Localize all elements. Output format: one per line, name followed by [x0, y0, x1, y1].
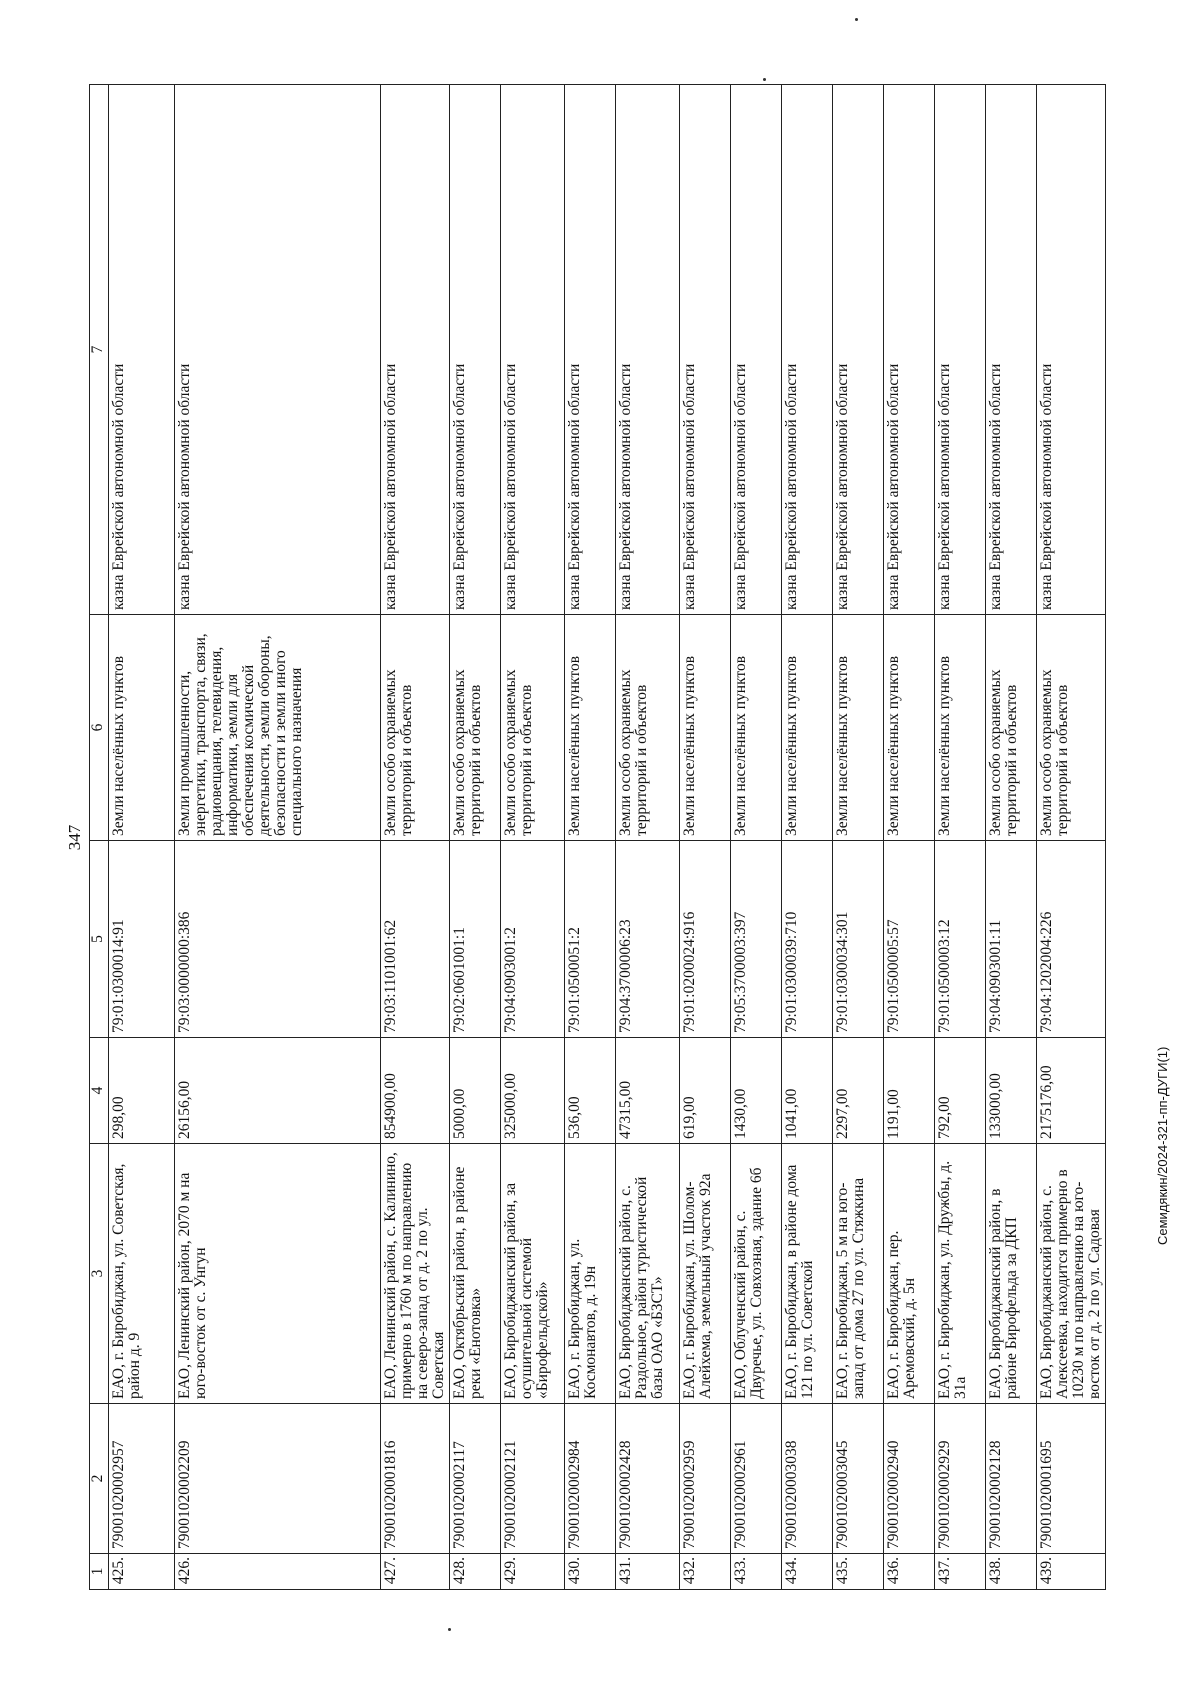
cell-cat: Земли населённых пунктов: [782, 615, 833, 841]
cell-addr: ЕАО, Облученский район, с. Двуречье, ул. Совхозная, здание 6б: [731, 1144, 782, 1404]
table-row: [935, 85, 986, 1590]
header-cell: 6: [90, 615, 109, 841]
table-row: [986, 85, 1037, 1590]
cell-n: 438.: [986, 1554, 1037, 1590]
cell-n: 427.: [381, 1554, 450, 1590]
cell-n: 435.: [833, 1554, 884, 1590]
cell-code: 79001020002961: [731, 1404, 782, 1554]
cell-area: 1191,00: [884, 1038, 935, 1144]
cell-owner: казна Еврейской автономной области: [935, 85, 986, 615]
cell-cad: 79:04:0903001:2: [501, 841, 565, 1038]
cell-cad: 79:03:0000000:386: [175, 841, 381, 1038]
header-cell: 5: [90, 841, 109, 1038]
table-row: [884, 85, 935, 1590]
cell-cad: 79:04:3700006:23: [616, 841, 680, 1038]
cell-code: 79001020002117: [450, 1404, 501, 1554]
cell-cad: 79:01:0300039:710: [782, 841, 833, 1038]
table-row: [616, 85, 680, 1590]
scan-speck: [855, 18, 858, 21]
table-row: [109, 85, 175, 1590]
cell-n: 430.: [565, 1554, 616, 1590]
header-cell: 7: [90, 85, 109, 615]
cell-code: 79001020003045: [833, 1404, 884, 1554]
cell-addr: ЕАО, Ленинский район, 2070 м на юго-восток от с. Унгун: [175, 1144, 381, 1404]
document-footer: Семидякин/2024-321-пп-ДУГИ(1): [1155, 1046, 1170, 1245]
cell-cat: Земли особо охраняемых территорий и объектов: [1037, 615, 1106, 841]
cell-owner: казна Еврейской автономной области: [833, 85, 884, 615]
cell-owner: казна Еврейской автономной области: [731, 85, 782, 615]
cell-cad: 79:01:0500003:12: [935, 841, 986, 1038]
cell-cat: Земли населённых пунктов: [884, 615, 935, 841]
cell-code: 79001020002428: [616, 1404, 680, 1554]
cell-n: 428.: [450, 1554, 501, 1590]
cell-addr: ЕАО, г. Биробиджан, 5 м на юго-запад от дома 27 по ул. Стяжкина: [833, 1144, 884, 1404]
cell-code: 79001020001695: [1037, 1404, 1106, 1554]
cell-cat: Земли особо охраняемых территорий и объектов: [450, 615, 501, 841]
cell-cad: 79:04:0903001:11: [986, 841, 1037, 1038]
table-row: [175, 85, 381, 1590]
cell-owner: казна Еврейской автономной области: [450, 85, 501, 615]
cell-area: 792,00: [935, 1038, 986, 1144]
cell-owner: казна Еврейской автономной области: [565, 85, 616, 615]
cell-addr: ЕАО, г. Биробиджан, ул. Шолом-Алейхема, земельный участок 92а: [680, 1144, 731, 1404]
cell-area: 325000,00: [501, 1038, 565, 1144]
cell-addr: ЕАО, г. Биробиджан, в районе дома 121 по ул. Советской: [782, 1144, 833, 1404]
cell-code: 79001020003038: [782, 1404, 833, 1554]
table-row: [450, 85, 501, 1590]
cell-code: 79001020002984: [565, 1404, 616, 1554]
cell-code: 79001020002959: [680, 1404, 731, 1554]
header-cell: 2: [90, 1404, 109, 1554]
cell-code: 79001020002957: [109, 1404, 175, 1554]
page-number: 347: [65, 824, 84, 851]
cell-addr: ЕАО, Ленинский район, с. Калинино, примерно в 1760 м по направлению на северо-запад от д. 2 по ул. Советская: [381, 1144, 450, 1404]
cell-area: 298,00: [109, 1038, 175, 1144]
cell-cat: Земли населённых пунктов: [833, 615, 884, 841]
cell-addr: ЕАО, Биробиджанский район, в районе Бирофельда за ДКП: [986, 1144, 1037, 1404]
cell-addr: ЕАО, г. Биробиджан, ул. Дружбы, д. 31а: [935, 1144, 986, 1404]
cell-cat: Земли промышленности, энергетики, транспорта, связи, радиовещания, телевидения, информатики, земли для обеспечения космической деятельности, земли обороны, безопасности и земли иного специального назначения: [175, 615, 381, 841]
cell-cat: Земли особо охраняемых территорий и объектов: [381, 615, 450, 841]
cell-addr: ЕАО, Биробиджанский район, с. Алексеевка, находится примерно в 10230 м по направлению на юго-восток от д. 2 по ул. Садовая: [1037, 1144, 1106, 1404]
cell-n: 437.: [935, 1554, 986, 1590]
cell-code: 79001020001816: [381, 1404, 450, 1554]
header-cell: 3: [90, 1144, 109, 1404]
cell-cat: Земли населённых пунктов: [109, 615, 175, 841]
header-cell: 1: [90, 1554, 109, 1590]
cell-area: 5000,00: [450, 1038, 501, 1144]
cell-area: 47315,00: [616, 1038, 680, 1144]
cell-n: 425.: [109, 1554, 175, 1590]
table-row: [565, 85, 616, 1590]
header-row: [90, 85, 109, 1590]
cell-area: 1041,00: [782, 1038, 833, 1144]
cell-area: 1430,00: [731, 1038, 782, 1144]
table-row: [501, 85, 565, 1590]
cell-n: 431.: [616, 1554, 680, 1590]
table-row: [833, 85, 884, 1590]
cell-area: 133000,00: [986, 1038, 1037, 1144]
cell-owner: казна Еврейской автономной области: [109, 85, 175, 615]
cell-addr: ЕАО, Октябрьский район, в районе реки «Енотовка»: [450, 1144, 501, 1404]
cell-cad: 79:01:0300034:301: [833, 841, 884, 1038]
cell-owner: казна Еврейской автономной области: [616, 85, 680, 615]
cell-cad: 79:03:1101001:62: [381, 841, 450, 1038]
cell-addr: ЕАО, г. Биробиджан, ул. Космонавтов, д. 19н: [565, 1144, 616, 1404]
cell-cat: Земли населённых пунктов: [731, 615, 782, 841]
cell-owner: казна Еврейской автономной области: [381, 85, 450, 615]
cell-n: 432.: [680, 1554, 731, 1590]
cell-n: 433.: [731, 1554, 782, 1590]
cell-area: 26156,00: [175, 1038, 381, 1144]
table-row: [1037, 85, 1106, 1590]
table-row: [731, 85, 782, 1590]
cell-area: 619,00: [680, 1038, 731, 1144]
table-row: [680, 85, 731, 1590]
cell-cat: Земли населённых пунктов: [565, 615, 616, 841]
cell-area: 2297,00: [833, 1038, 884, 1144]
rotated-page: [65, 85, 1114, 1590]
scan-speck: [448, 1628, 451, 1631]
cell-cad: 79:01:0500051:2: [565, 841, 616, 1038]
cell-addr: ЕАО, Биробиджанский район, за осушительной системой «Бирофельдской»: [501, 1144, 565, 1404]
cell-n: 439.: [1037, 1554, 1106, 1590]
cell-owner: казна Еврейской автономной области: [986, 85, 1037, 615]
cell-code: 79001020002121: [501, 1404, 565, 1554]
cell-cat: Земли особо охраняемых территорий и объектов: [501, 615, 565, 841]
cell-n: 426.: [175, 1554, 381, 1590]
cell-cat: Земли населённых пунктов: [680, 615, 731, 841]
cell-cat: Земли особо охраняемых территорий и объектов: [616, 615, 680, 841]
cell-addr: ЕАО, г. Биробиджан, ул. Советская, район д. 9: [109, 1144, 175, 1404]
cell-cad: 79:04:1202004:226: [1037, 841, 1106, 1038]
cell-cat: Земли особо охраняемых территорий и объектов: [986, 615, 1037, 841]
cell-area: 854900,00: [381, 1038, 450, 1144]
cell-owner: казна Еврейской автономной области: [175, 85, 381, 615]
cell-cad: 79:02:0601001:1: [450, 841, 501, 1038]
cell-cad: 79:01:0200024:916: [680, 841, 731, 1038]
cell-cad: 79:01:0300014:91: [109, 841, 175, 1038]
table-row: [381, 85, 450, 1590]
cell-n: 436.: [884, 1554, 935, 1590]
cell-cat: Земли населённых пунктов: [935, 615, 986, 841]
cell-owner: казна Еврейской автономной области: [884, 85, 935, 615]
cell-n: 429.: [501, 1554, 565, 1590]
cell-owner: казна Еврейской автономной области: [1037, 85, 1106, 615]
table-row: [782, 85, 833, 1590]
cell-cad: 79:01:0500005:57: [884, 841, 935, 1038]
land-registry-table: [89, 84, 1106, 1590]
header-cell: 4: [90, 1038, 109, 1144]
cell-owner: казна Еврейской автономной области: [782, 85, 833, 615]
cell-owner: казна Еврейской автономной области: [680, 85, 731, 615]
cell-addr: ЕАО, г. Биробиджан, пер. Аремовский, д. 5н: [884, 1144, 935, 1404]
cell-code: 79001020002929: [935, 1404, 986, 1554]
cell-code: 79001020002128: [986, 1404, 1037, 1554]
cell-area: 536,00: [565, 1038, 616, 1144]
scan-speck: [763, 78, 766, 81]
cell-area: 2175176,00: [1037, 1038, 1106, 1144]
cell-owner: казна Еврейской автономной области: [501, 85, 565, 615]
cell-cad: 79:05:3700003:397: [731, 841, 782, 1038]
cell-code: 79001020002209: [175, 1404, 381, 1554]
cell-n: 434.: [782, 1554, 833, 1590]
cell-code: 79001020002940: [884, 1404, 935, 1554]
cell-addr: ЕАО, Биробиджанский район, с. Раздольное, район туристической базы ОАО «БЗСТ»: [616, 1144, 680, 1404]
